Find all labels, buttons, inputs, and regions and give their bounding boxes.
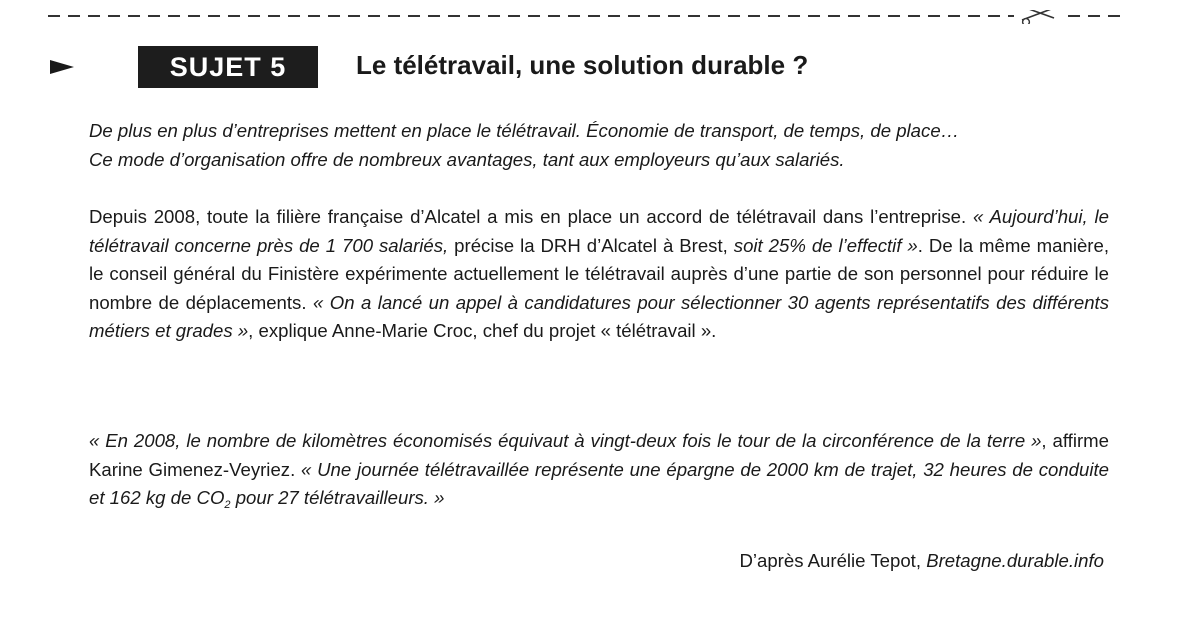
- intro-line: Ce mode d’organisation offre de nombreux avantages, tant aux employeurs qu’aux salariés.: [89, 148, 845, 170]
- quote-text: « Aujourd’hui, le télétravail concerne près de 1 700 salariés,: [89, 206, 1109, 256]
- intro-line: De plus en plus d’entreprises mettent en place le télétravail. Économie de transport, de temps, de place…: [89, 120, 960, 141]
- quote-text: « Une journée télétravaillée représente une épargne de 2000 km de trajet, 32 heures de conduite et 162 kg de CO: [89, 458, 1109, 508]
- source-credit: [739, 550, 1104, 572]
- article-paragraph-1: [89, 203, 1109, 346]
- paragraph-text: précise la DRH d’Alcatel à Brest,: [448, 234, 734, 256]
- quote-text: pour 27 télétravailleurs. »: [230, 487, 445, 508]
- paragraph-text: , explique Anne-Marie Croc, chef du projet « télétravail ».: [248, 320, 717, 341]
- co2-subscript: 2: [224, 499, 231, 511]
- paragraph-text: Depuis 2008, toute la filière française d’Alcatel a mis en place un accord de télétravail dans l’entreprise.: [89, 206, 974, 227]
- cut-line: [48, 10, 1128, 22]
- subject-header: [50, 46, 1150, 90]
- article-paragraph-2: [89, 427, 1109, 513]
- quote-text: « En 2008, le nombre de kilomètres économisés équivaut à vingt-deux fois le tour de la circonférence de la terre »: [89, 430, 1042, 451]
- paragraph-text: . De la même manière, le conseil général du Finistère expérimente actuellement le télétravail auprès d’une partie de son personnel pour réduire le nombre de déplacements.: [89, 234, 1109, 313]
- subject-badge: SUJET 5: [138, 46, 318, 88]
- right-triangle-icon: [50, 58, 76, 76]
- quote-text: « On a lancé un appel à candidatures pour sélectionner 30 agents représentatifs des différents métiers et grades »: [89, 291, 1109, 341]
- source-author: D’après Aurélie Tepot,: [739, 550, 927, 571]
- scissors-icon: [1014, 10, 1062, 24]
- intro-text: [89, 117, 1109, 174]
- source-publication: Bretagne.durable.info: [926, 550, 1104, 571]
- subject-title: Le télétravail, une solution durable ?: [356, 50, 809, 80]
- quote-text: soit 25% de l’effectif »: [733, 234, 918, 256]
- paragraph-text: , affirme Karine Gimenez-Veyriez.: [89, 430, 1109, 480]
